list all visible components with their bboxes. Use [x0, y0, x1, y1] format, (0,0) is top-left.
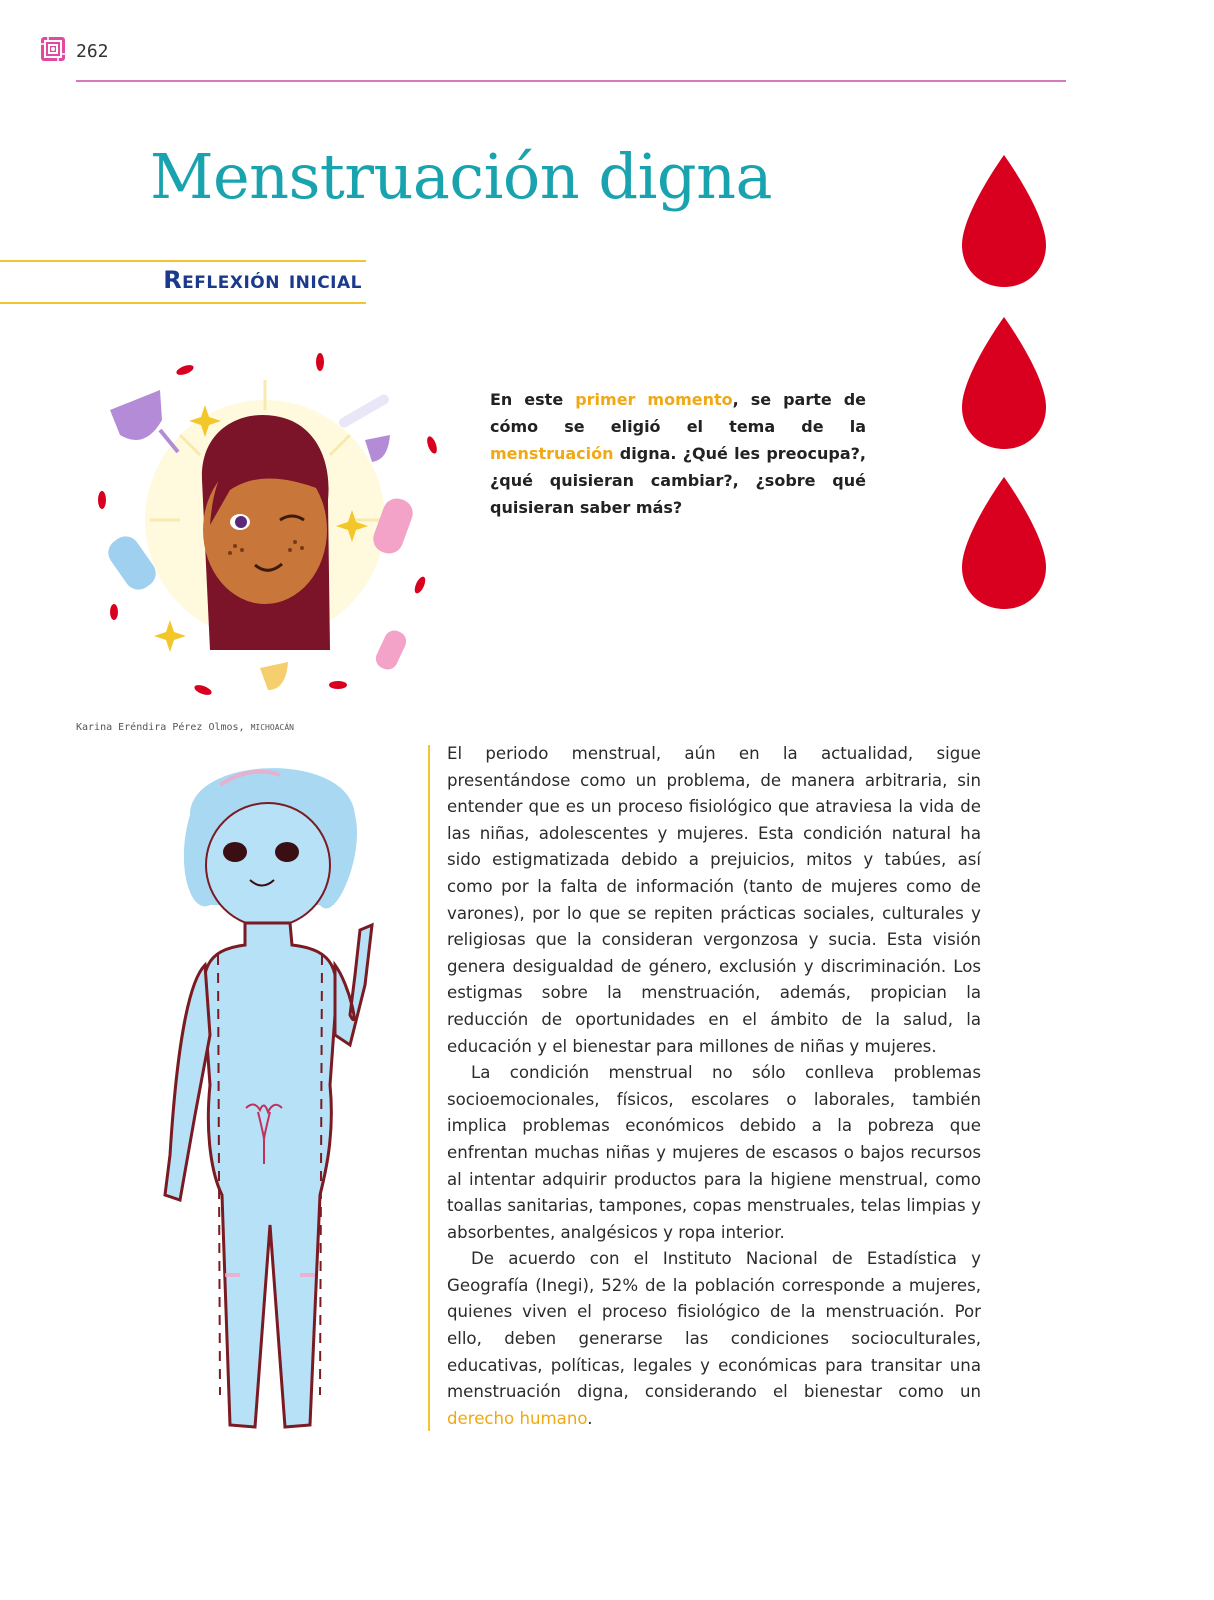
highlight-primer-momento: primer momento [575, 390, 733, 409]
highlight-derecho-humano: derecho humano [447, 1408, 588, 1428]
page-number: 262 [76, 41, 109, 62]
paragraph: El periodo menstrual, aún en la actualidad, sigue presentándose como un problema, de manera arbitraria, sin entender que es un proceso fisiológico que atraviesa la vida de las niñas, adolescentes y mujeres. Esta condición natural ha sido estigmatizada debido a prejuicios, mitos y tabúes, así como por la falta de información (tanto de mujeres como de varones), por lo que se repiten prácticas sociales, culturales y religiosas que la consideran vergonzosa y sucia. Esta visión genera desigualdad de género, exclusión y discriminación. Los estigmas sobre la menstruación, además, propician la reducción de oportunidades en el ámbito de la salud, la educación y el bienestar para millones de niñas y mujeres. [447, 744, 981, 1056]
illustration-credit [76, 722, 294, 733]
intro-part: , se parte de cómo se eligió el tema de la [490, 390, 867, 436]
girl-portrait-illustration [90, 350, 440, 700]
page-header [40, 36, 109, 67]
pattern-logo-icon [40, 36, 66, 67]
paragraph: La condición menstrual no sólo conlleva problemas socioemocionales, físicos, escolares o laborales, también implica problemas económicos debido a la pobreza que enfrentan muchas niñas y mujeres de escasos o bajos recursos al intentar adquirir productos para la higiene menstrual, como toallas sanitarias, tampones, copas menstruales, telas limpias y absorbentes, analgésicos y ropa interior. [447, 1063, 981, 1242]
paragraph [447, 1246, 981, 1432]
credit-author: Karina Eréndira Pérez Olmos, [76, 722, 251, 733]
intro-part: digna. ¿Qué les preocupa?, ¿qué quisieran cambiar?, ¿sobre qué quisieran saber más? [490, 444, 866, 517]
body-text [447, 741, 981, 1432]
page-title: Menstruación digna [150, 140, 772, 213]
header-rule [76, 80, 1066, 82]
intro-text [490, 386, 866, 521]
paragraph-part: De acuerdo con el Instituto Nacional de Estadística y Geografía (Inegi), 52% de la población corresponde a mujeres, quienes viven el proceso fisiológico de la menstruación. Por ello, deben generarse las condiciones socioculturales, educativas, políticas, legales y económicas para transitar una menstruación digna, considerando el bienestar como un [447, 1249, 981, 1402]
highlight-menstruacion: menstruación [490, 444, 614, 463]
blood-drop-icon [960, 155, 1048, 289]
section-band [0, 260, 366, 304]
text-vertical-rule [428, 745, 430, 1431]
section-rule-top [0, 260, 366, 262]
section-title: Reflexión inicial [163, 266, 362, 294]
body-figure-illustration [150, 755, 400, 1445]
credit-region: MICHOACÁN [250, 723, 294, 732]
intro-part: En este [490, 390, 576, 409]
paragraph-part: . [587, 1408, 593, 1428]
blood-drop-icon [960, 477, 1048, 611]
section-rule-bottom [0, 302, 366, 304]
blood-drop-icon [960, 317, 1048, 451]
